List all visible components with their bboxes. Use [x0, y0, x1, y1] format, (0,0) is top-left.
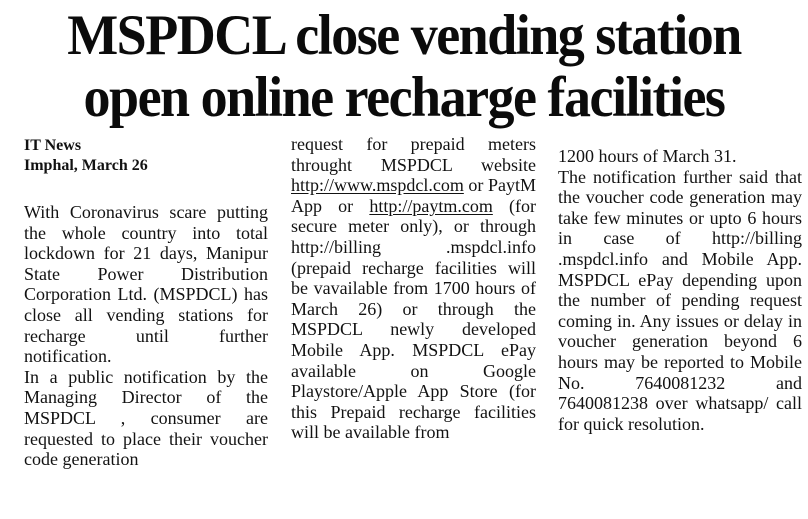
paragraph-text: (for secure meter only), or through http://billing .mspdcl.info (prepaid recharge facilities will be vavailable from 1700 hours of March 26) or through the MSPDCL newly developed Mobile App. MSPDCL ePay available on Google Playstore/Apple App Store (for this Prepaid recharge facilities will be available from [291, 195, 536, 443]
article-paragraph-4: 1200 hours of March 31. [558, 146, 737, 166]
article-paragraph-2: In a public notification by the Managing Director of the MSPDCL , consumer are requested to place their voucher code generation [24, 366, 268, 470]
headline-line-1: MSPDCL close vending station [67, 3, 741, 67]
byline-source: IT News [24, 137, 82, 154]
article-paragraph-3 [291, 134, 536, 443]
article-column-3 [558, 146, 802, 434]
paytm-website-link[interactable]: http://paytm.com [369, 195, 493, 216]
article-column-1 [24, 136, 268, 470]
article-paragraph-5: The notification further said that the voucher code generation may take few minutes or upto 6 hours in case of http://billing .mspdcl.info and Mobile App. MSPDCL ePay depending upon the number of pending request coming in. Any issues or delay in voucher generation beyond 6 hours may be reported to Mobile No. 7640081232 and 7640081238 over whatsapp/ call for quick resolution. [558, 166, 802, 434]
paragraph-text: or PaytM App or [291, 175, 536, 216]
byline-dateline: Imphal, March 26 [24, 157, 148, 174]
headline-line-2: open online recharge facilities [83, 65, 725, 129]
article-paragraph-1: With Coronavirus scare putting the whole country into total lockdown for 21 days, Manipur State Power Distribution Corporation Ltd. (MSPDCL) has close all vending stations for recharge until further notification. [24, 202, 268, 367]
paragraph-text: request for prepaid meters throught MSPDCL website [291, 134, 536, 175]
mspdcl-website-link[interactable]: http://www.mspdcl.com [291, 175, 464, 196]
article-column-2 [291, 134, 536, 443]
